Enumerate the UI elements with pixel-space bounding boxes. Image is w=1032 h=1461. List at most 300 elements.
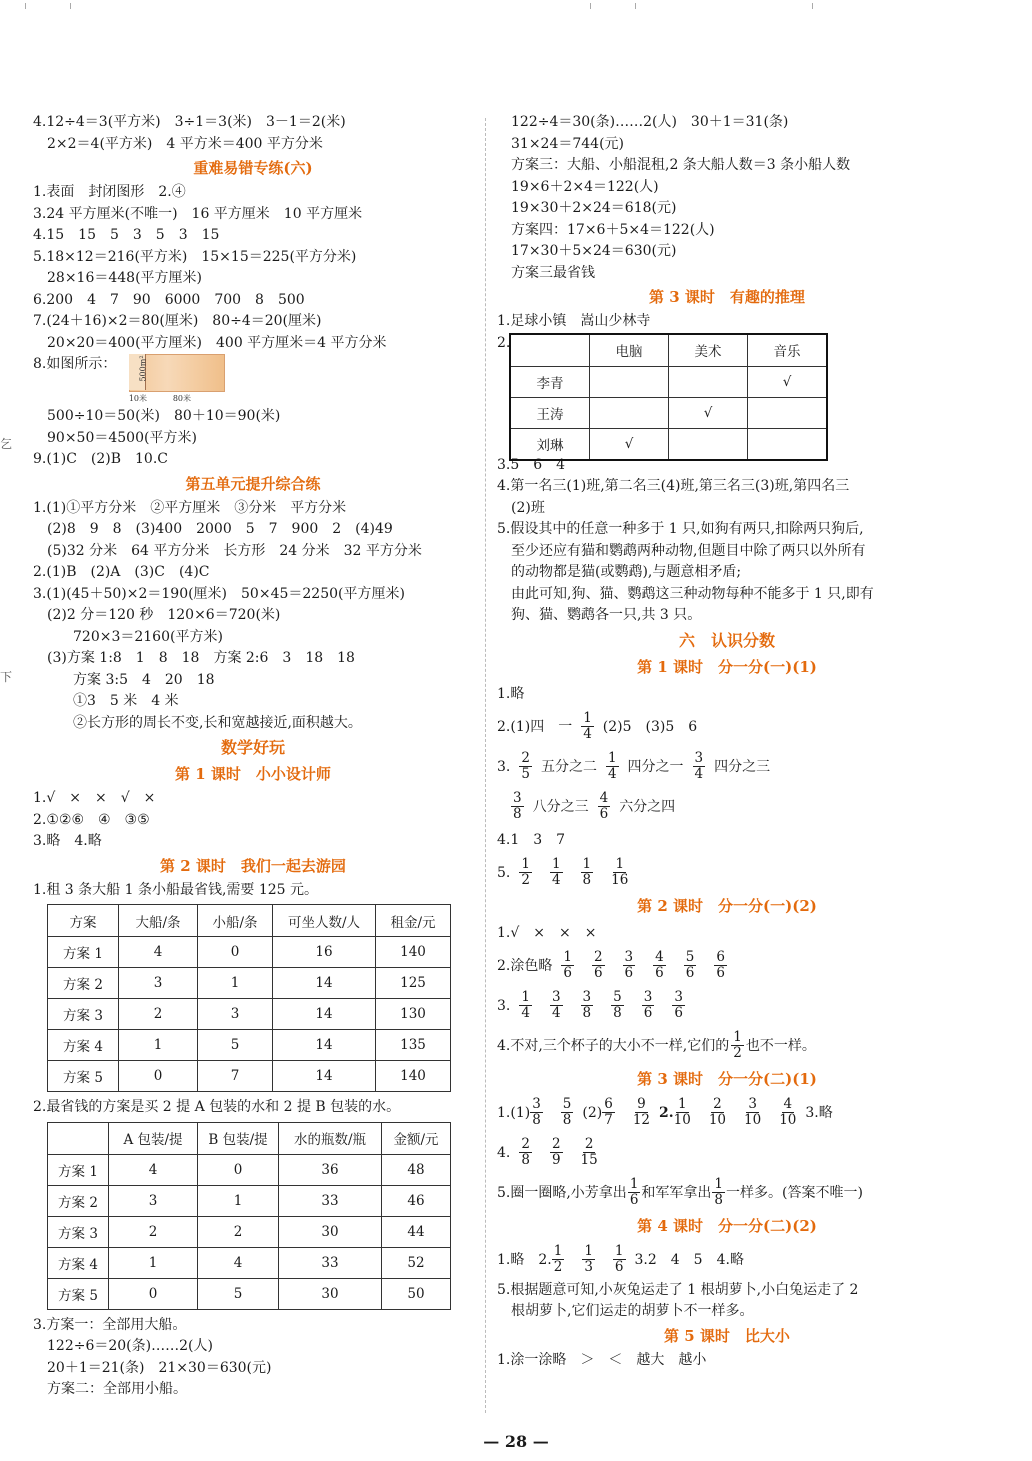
answer-text: 5. [497, 864, 511, 881]
table-cell: 0 [198, 1154, 279, 1185]
table-cell: √ [669, 397, 748, 428]
denominator: 6 [643, 1005, 653, 1021]
area-label: 500m² [138, 355, 148, 382]
edge-mark [635, 3, 636, 9]
fraction [613, 1244, 626, 1275]
denominator: 6 [599, 806, 609, 822]
answer-line: 1.涂一涂略 ＞ ＜ 越大 越小 [497, 1351, 707, 1368]
table-cell: 4 [109, 1154, 198, 1185]
fraction-words: 六分之四 [619, 798, 676, 815]
answer-line: 的动物都是猫(或鹦鹉),与题意相矛盾; [511, 564, 742, 580]
table-cell [669, 366, 748, 397]
unit-title: 六 认识分数 [678, 630, 775, 650]
table-cell: 方案 4 [48, 1030, 119, 1061]
denominator: 10 [673, 1112, 691, 1128]
table-cell: 2 [198, 1216, 279, 1247]
numerator: 4 [655, 949, 664, 965]
answer-line: 2.最省钱的方案是买 2 提 A 包装的水和 2 提 B 包装的水。 [33, 1099, 401, 1115]
left-column [33, 112, 473, 1401]
answer-line [497, 946, 957, 986]
numerator: 2 [551, 1136, 561, 1152]
table-row [48, 1061, 451, 1092]
denominator: 4 [551, 872, 561, 888]
lesson-title: 第 5 课时 比大小 [664, 1326, 790, 1345]
answer-line: 1.表面 封闭图形 2.④ [33, 184, 186, 200]
fraction [561, 950, 574, 981]
fraction [714, 950, 727, 981]
fraction-words: 八分之三 [532, 798, 589, 815]
answer-line: 1.足球小镇 嵩山少林寺 [497, 313, 651, 329]
numerator: 3 [674, 989, 683, 1005]
fraction [684, 950, 697, 981]
denominator: 6 [685, 965, 695, 981]
fraction [633, 1097, 650, 1128]
table-row [48, 1247, 451, 1278]
answer-line: 720×3＝2160(平方米) [73, 628, 223, 645]
answer-line: 3.方案一：全部用大船。 [33, 1316, 187, 1333]
table-cell: 5 [198, 1030, 273, 1061]
right-column [497, 112, 957, 1371]
table-row [48, 1185, 451, 1216]
table-cell: 1 [109, 1247, 198, 1278]
answer-line: (2)8 9 8 (3)400 2000 5 7 900 2 (4)49 [47, 521, 393, 537]
answer-line: (3)方案 1:8 1 8 18 方案 2:6 3 18 18 [47, 650, 355, 666]
answer-line: 1.租 3 条大船 1 条小船最省钱,需要 125 元。 [33, 881, 319, 898]
denominator: 8 [532, 1112, 541, 1128]
answer-line: (2)2 分＝120 秒 120×6＝720(米) [47, 607, 281, 623]
denominator: 4 [694, 766, 704, 782]
denominator: 8 [521, 1152, 530, 1168]
denominator: 8 [714, 1192, 723, 1208]
answer-line: 2.(1)B (2)A (3)C (4)C [33, 564, 210, 580]
answer-line: 9.(1)C (2)B 10.C [33, 451, 168, 467]
answer-line: 4.15 15 5 3 5 3 15 [33, 227, 220, 243]
table-cell [590, 366, 669, 397]
table-cell: 2 [109, 1216, 198, 1247]
table-header: B 包装/提 [198, 1122, 279, 1154]
table-header: 金额/元 [382, 1122, 451, 1154]
table-cell: √ [590, 428, 669, 460]
answer-text: (2) [582, 1104, 603, 1121]
denominator: 12 [632, 1112, 651, 1128]
fraction [674, 1097, 691, 1128]
length-label: 80米 [172, 394, 191, 403]
fraction [519, 751, 532, 782]
answer-line: 19×30＋2×24＝618(元) [511, 200, 677, 216]
numerator: 3 [513, 790, 522, 806]
denominator: 6 [563, 965, 572, 981]
numerator: 2 [593, 949, 603, 965]
answer-line: 3.(1)(45＋50)×2＝190(厘米) 50×45＝2250(平方厘米) [33, 585, 405, 602]
table-cell: 36 [279, 1154, 382, 1185]
answer-text: 2.涂色略 [497, 957, 553, 974]
numerator: 1 [521, 989, 530, 1005]
table-cell [669, 428, 748, 460]
numerator: 1 [521, 856, 530, 872]
fraction [693, 751, 706, 782]
numerator: 1 [614, 1243, 624, 1259]
table-cell: 52 [382, 1247, 451, 1278]
numerator: 3 [624, 949, 634, 965]
fraction [581, 711, 594, 742]
answer-line: 500÷10＝50(米) 80＋10＝90(米) [47, 408, 281, 424]
fraction [598, 791, 611, 822]
margin-char: 下 [0, 670, 13, 684]
numerator: 9 [637, 1096, 646, 1112]
table-cell [748, 397, 828, 428]
width-label: 10米 [128, 394, 147, 403]
fraction [550, 1137, 563, 1168]
answer-text: 4. [497, 1144, 511, 1161]
fraction [519, 857, 532, 888]
denominator: 4 [551, 1005, 561, 1021]
numerator: 1 [733, 1029, 742, 1045]
edge-mark [25, 3, 26, 9]
numerator: 5 [613, 989, 622, 1005]
table-cell: 125 [376, 968, 451, 999]
table-header: 水的瓶数/瓶 [279, 1122, 382, 1154]
answer-line: 5.假设其中的任意一种多于 1 只,如狗有两只,扣除两只狗后, [497, 521, 864, 537]
table-header: 租金/元 [376, 905, 451, 937]
denominator: 10 [779, 1112, 797, 1128]
table-cell: 1 [198, 968, 273, 999]
answer-line [497, 1133, 957, 1173]
table-cell [590, 397, 669, 428]
denominator: 10 [708, 1112, 727, 1128]
answer-line: 方案三最省钱 [511, 264, 595, 281]
answer-line: 17×30＋5×24＝630(元) [511, 243, 677, 259]
answer-text: 也不一样。 [745, 1037, 816, 1054]
answer-line: 1.略 [497, 685, 525, 702]
numerator: 2 [521, 750, 530, 766]
denominator: 8 [613, 1005, 622, 1021]
fraction [712, 1177, 725, 1208]
numerator: 2 [521, 1136, 530, 1152]
answer-line: 20×20＝400(平方厘米) 400 平方厘米＝4 平方分米 [47, 334, 387, 351]
numerator: 6 [716, 949, 725, 965]
answer-text: 和军军拿出 [641, 1184, 712, 1201]
table-cell: 3 [119, 968, 198, 999]
answer-line: 31×24＝744(元) [511, 135, 625, 152]
answer-line: 方案三：大船、小船混租,2 条大船人数＝3 条小船人数 [511, 157, 851, 173]
numerator: 1 [582, 856, 592, 872]
answer-line: 5.根据题意可知,小灰兔运走了 1 根胡萝卜,小白兔运走了 2 [497, 1281, 859, 1298]
table-cell: 33 [279, 1185, 382, 1216]
fraction [611, 857, 628, 888]
table-cell [748, 428, 828, 460]
numerator: 1 [677, 1096, 687, 1112]
fraction [581, 1137, 598, 1168]
numerator: 1 [584, 1243, 593, 1259]
numerator: 3 [551, 989, 561, 1005]
table-cell: 4 [198, 1247, 279, 1278]
page-number: — 28 — [483, 1432, 549, 1451]
answer-text: (2)5 (3)5 6 [602, 718, 698, 735]
lesson-title: 第 3 课时 有趣的推理 [649, 288, 805, 306]
answer-text: 3.2 4 5 [634, 1251, 703, 1268]
table-cell: 16 [273, 937, 376, 968]
answer-line: 122÷4＝30(条)……2(人) 30＋1＝31(条) [511, 114, 789, 130]
denominator: 4 [607, 766, 617, 782]
table-header: 小船/条 [198, 905, 273, 937]
fraction-words: 四分之三 [714, 758, 771, 775]
answer-text: 5.圈一圈略,小芳拿出 [497, 1184, 627, 1201]
numerator: 5 [685, 949, 695, 965]
denominator: 8 [582, 872, 592, 888]
table-cell: 14 [273, 968, 376, 999]
answer-line [497, 1093, 957, 1133]
answer-text: 2. [659, 1104, 674, 1121]
fraction [519, 1137, 532, 1168]
table-row [48, 937, 451, 968]
answer-line: 2×2＝4(平方米) 4 平方米＝400 平方分米 [47, 135, 323, 152]
answer-line: 6.200 4 7 90 6000 700 8 500 [33, 291, 305, 308]
denominator: 8 [562, 1112, 572, 1128]
table-cell: 30 [279, 1216, 382, 1247]
table-cell: 14 [273, 999, 376, 1030]
table-cell: 方案 2 [48, 968, 119, 999]
answer-line: ①3 5 米 4 米 [73, 693, 179, 709]
numerator: 3 [694, 750, 704, 766]
lesson-title: 第 1 课时 小小设计师 [175, 765, 331, 783]
denominator: 5 [521, 766, 530, 782]
fraction [582, 1244, 595, 1275]
fraction-words: 五分之二 [540, 758, 597, 775]
table-cell: 3 [198, 999, 273, 1030]
table-header: 美术 [669, 334, 748, 367]
answer-line: 122÷6＝20(条)……2(人) [47, 1338, 213, 1354]
table-cell: 4 [119, 937, 198, 968]
numerator: 3 [643, 989, 653, 1005]
answer-text: 1.略 [497, 1251, 525, 1268]
answer-line: 由此可知,狗、猫、鹦鹉这三种动物每种不能多于 1 只,即有 [511, 585, 874, 602]
table-cell: 5 [198, 1278, 279, 1309]
numerator: 3 [532, 1096, 541, 1112]
answer-line [497, 1026, 957, 1066]
answer-line: 1.(1)①平方分米 ②平方厘米 ③分米 平方分米 [33, 499, 347, 516]
denominator: 4 [583, 726, 592, 742]
answer-line: 19×6＋2×4＝122(人) [511, 178, 659, 195]
reasoning-table-row [497, 333, 957, 455]
numerator: 6 [604, 1096, 613, 1112]
edge-mark [812, 3, 813, 9]
answer-line: 7.(24＋16)×2＝80(厘米) 80÷4＝20(厘米) [33, 313, 322, 329]
table-cell: 0 [109, 1278, 198, 1309]
table-row [510, 366, 827, 397]
numerator: 1 [563, 949, 572, 965]
denominator: 3 [584, 1259, 593, 1275]
margin-char: 乞 [0, 437, 13, 451]
fraction [552, 1244, 565, 1275]
table-row [510, 428, 827, 460]
table-row [48, 999, 451, 1030]
table-header: 电脑 [590, 334, 669, 367]
fraction [550, 990, 563, 1021]
water-purchase-table [47, 1122, 451, 1310]
table-cell: 方案 3 [48, 1216, 109, 1247]
table-cell: 140 [376, 937, 451, 968]
table-cell: 44 [382, 1216, 451, 1247]
answer-line: 根胡萝卜,它们运走的胡萝卜不一样多。 [511, 1303, 754, 1319]
answer-text: 4.不对,三个杯子的大小不一样,它们的 [497, 1037, 730, 1054]
answer-line [497, 787, 957, 827]
fraction [623, 950, 636, 981]
answer-line [497, 986, 957, 1026]
answer-line [497, 747, 957, 787]
edge-mark [70, 3, 71, 9]
denominator: 8 [513, 806, 522, 822]
figure-row [33, 354, 473, 406]
answer-line: 方案 3:5 4 20 18 [73, 671, 215, 688]
table-cell: 方案 1 [48, 1154, 109, 1185]
section-title: 数学好玩 [220, 738, 285, 757]
table-cell: 李青 [510, 366, 590, 397]
answer-line: 4.12÷4＝3(平方米) 3÷1＝3(米) 3－1＝2(米) [33, 114, 346, 130]
numerator: 3 [582, 989, 592, 1005]
answer-line: (2)班 [511, 499, 545, 516]
answer-line: 3.略 4.略 [33, 833, 102, 849]
table-cell: 2 [119, 999, 198, 1030]
answer-text: 4.略 [716, 1251, 744, 1268]
answer-text: 1.(1) [497, 1104, 531, 1121]
answer-line [497, 1240, 957, 1280]
answer-line: ②长方形的周长不变,长和宽越接近,面积越大。 [73, 714, 362, 731]
answer-line: 狗、猫、鹦鹉各一只,共 3 只。 [511, 607, 702, 623]
rectangle-figure [128, 354, 229, 403]
table-row [48, 968, 451, 999]
table-row [48, 1154, 451, 1185]
table-cell: 王涛 [510, 397, 590, 428]
fraction [511, 791, 524, 822]
table-cell: 0 [198, 937, 273, 968]
table-cell: 50 [382, 1278, 451, 1309]
denominator: 4 [521, 1005, 530, 1021]
lesson-title: 第 1 课时 分一分(一)(1) [637, 657, 817, 676]
answer-line: 28×16＝448(平方厘米) [47, 270, 203, 286]
table-cell: 14 [273, 1030, 376, 1061]
table-cell: 3 [109, 1185, 198, 1216]
denominator: 6 [624, 965, 634, 981]
numerator: 2 [584, 1136, 594, 1152]
table-cell: 140 [376, 1061, 451, 1092]
answer-line: 5.18×12＝216(平方米) 15×15＝225(平方分米) [33, 248, 357, 265]
answer-line: 3.24 平方厘米(不唯一) 16 平方厘米 10 平方厘米 [33, 205, 363, 222]
fraction [709, 1097, 726, 1128]
denominator: 6 [655, 965, 664, 981]
numerator: 1 [583, 710, 592, 726]
table-cell: 1 [119, 1030, 198, 1061]
table-cell: 30 [279, 1278, 382, 1309]
answer-text: 3.略 [805, 1104, 833, 1121]
answer-line: 方案二：全部用小船。 [47, 1381, 187, 1397]
table-row [48, 1278, 451, 1309]
fraction [561, 1097, 574, 1128]
table-cell: 130 [376, 999, 451, 1030]
denominator: 9 [551, 1152, 561, 1168]
answer-line: 1.√ × × × [497, 924, 597, 941]
lesson-title: 第 3 课时 分一分(二)(1) [637, 1069, 817, 1088]
denominator: 6 [629, 1192, 639, 1208]
fraction [731, 1030, 744, 1061]
section-title: 重难易错专练(六) [193, 159, 313, 177]
denominator: 8 [582, 1005, 592, 1021]
fraction [611, 990, 624, 1021]
fraction [606, 751, 619, 782]
numerator: 3 [748, 1096, 757, 1112]
fraction [592, 950, 605, 981]
table-row [48, 1030, 451, 1061]
denominator: 6 [716, 965, 725, 981]
answer-line: 方案四：17×6＋5×4＝122(人) [511, 221, 715, 238]
table-row [48, 1216, 451, 1247]
denominator: 2 [521, 872, 530, 888]
fraction [642, 990, 655, 1021]
table-cell: 135 [376, 1030, 451, 1061]
table-cell: 方案 4 [48, 1247, 109, 1278]
fraction [550, 857, 563, 888]
table-cell: 46 [382, 1185, 451, 1216]
column-divider [485, 118, 486, 1413]
fraction [602, 1097, 615, 1128]
answer-line [497, 707, 957, 747]
numerator: 4 [783, 1096, 793, 1112]
table-cell: √ [748, 366, 828, 397]
table-cell: 7 [198, 1061, 273, 1092]
boat-rental-table [47, 904, 451, 1092]
answer-line: 2.①②⑥ ④ ③⑤ [33, 811, 150, 828]
lesson-title: 第 4 课时 分一分(二)(2) [637, 1216, 817, 1235]
answer-line: 8.如图所示： [33, 356, 117, 372]
numerator: 1 [714, 1176, 723, 1192]
numerator: 4 [599, 790, 609, 806]
answer-line: 3.5 6 4 [497, 456, 566, 473]
table-header: 可坐人数/人 [273, 905, 376, 937]
numerator: 1 [607, 750, 617, 766]
answer-line: (5)32 分米 64 平方分米 长方形 24 分米 32 平方分米 [47, 542, 422, 559]
answer-text: 2. [538, 1251, 552, 1268]
table-cell: 方案 1 [48, 937, 119, 968]
fraction [628, 1177, 641, 1208]
table-header [48, 1122, 109, 1154]
table-cell: 1 [198, 1185, 279, 1216]
table-row [510, 397, 827, 428]
answer-line [497, 853, 957, 893]
fraction [672, 990, 685, 1021]
fraction [581, 990, 594, 1021]
numerator: 1 [551, 856, 561, 872]
table-cell: 方案 5 [48, 1278, 109, 1309]
fraction [530, 1097, 543, 1128]
fraction [779, 1097, 796, 1128]
table-cell: 方案 5 [48, 1061, 119, 1092]
numerator: 1 [553, 1243, 563, 1259]
section-title: 第五单元提升综合练 [185, 474, 321, 493]
denominator: 2 [733, 1045, 742, 1061]
denominator: 15 [580, 1152, 598, 1168]
numerator: 1 [629, 1176, 639, 1192]
table-header [510, 334, 590, 367]
lesson-title: 第 2 课时 我们一起去游园 [160, 856, 346, 875]
numerator: 2 [713, 1096, 722, 1112]
table-header: A 包装/提 [109, 1122, 198, 1154]
denominator: 6 [614, 1259, 624, 1275]
table-cell: 方案 3 [48, 999, 119, 1030]
table-cell: 48 [382, 1154, 451, 1185]
denominator: 10 [744, 1112, 762, 1128]
numerator: 5 [562, 1096, 572, 1112]
table-header: 音乐 [748, 334, 828, 367]
answer-text: 2.(1)四 一 [497, 718, 573, 735]
